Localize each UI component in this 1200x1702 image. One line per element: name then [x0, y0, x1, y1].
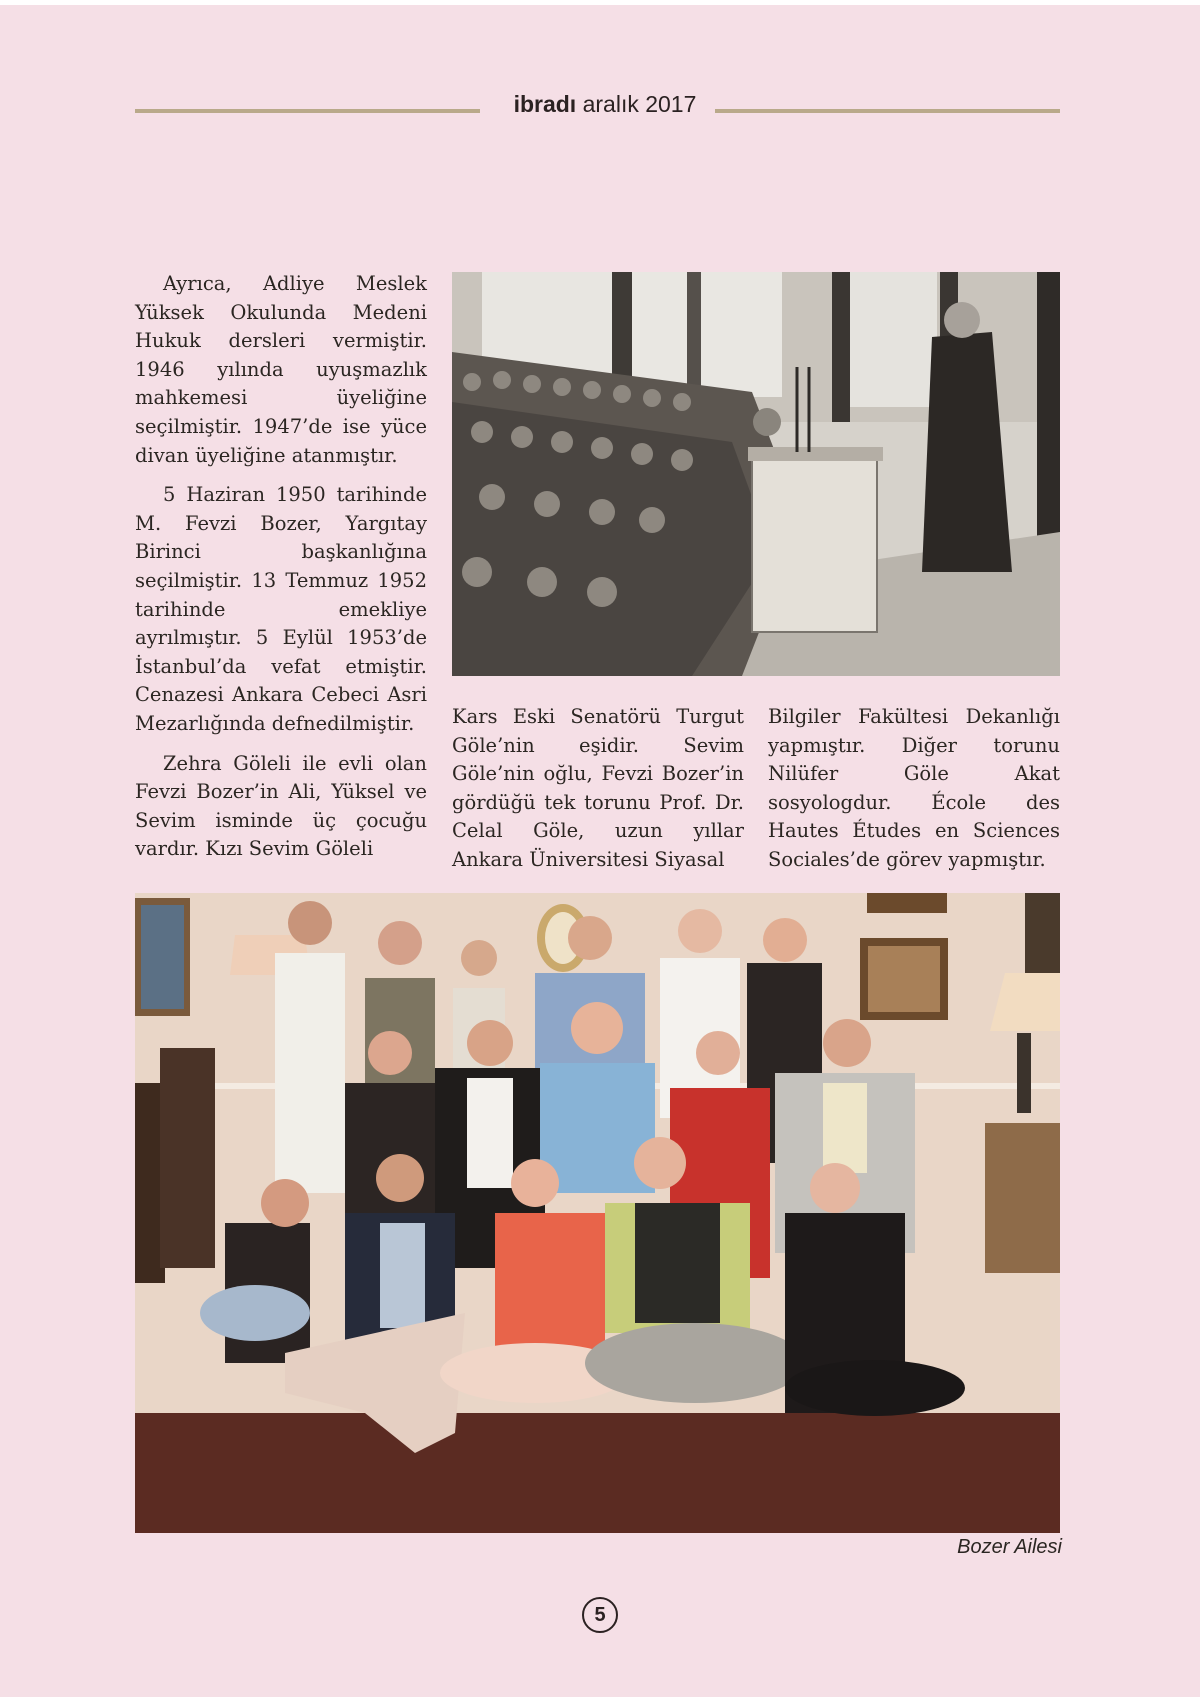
header-issue: aralık 2017	[582, 91, 697, 117]
right-text-column	[768, 703, 1060, 886]
magazine-page	[0, 5, 1200, 1697]
photo-caption: Bozer Ailesi	[957, 1536, 1062, 1558]
page-number: 5	[582, 1597, 618, 1633]
middle-paragraph: Kars Eski Senatörü Turgut Göle’nin eşidir. Sevim Göle’nin oğlu, Fevzi Bozer’in gördüğü tek torunu Prof. Dr. Celal Göle, uzun yıllar Ankara Üniversitesi Siyasal	[452, 705, 744, 871]
paragraph-2: 5 Haziran 1950 tarihinde M. Fevzi Bozer, Yargıtay Birinci başkanlığına seçilmiştir. 13 Temmuz 1952 tarihinde emekliye ayrılmıştır. 5 Eylül 1953’de İstanbul’da vefat etmiştir. Cenazesi Ankara Cebeci Asri Mezarlığında defnedilmiştir.	[135, 483, 427, 735]
header-rule-left	[135, 109, 480, 113]
header-title	[500, 91, 710, 118]
right-paragraph: Bilgiler Fakültesi Dekanlığı yapmıştır. Diğer torunu Nilüfer Göle Akat sosyologdur. École des Hautes Études en Sciences Sociales’de görev yapmıştır.	[768, 705, 1060, 871]
family-photo-illustration	[135, 893, 1060, 1533]
left-text-column	[135, 270, 427, 875]
family-photo	[135, 893, 1060, 1533]
header-rule-right	[715, 109, 1060, 113]
paragraph-1: Ayrıca, Adliye Meslek Yüksek Okulunda Medeni Hukuk dersleri vermiştir. 1946 yılında uyuşmazlık mahkemesi üyeliğine seçilmiştir. 1947’de ise yüce divan üyeliğine atanmıştır.	[135, 272, 427, 467]
courtroom-photo-illustration	[452, 272, 1060, 676]
paragraph-3: Zehra Göleli ile evli olan Fevzi Bozer’in Ali, Yüksel ve Sevim isminde üç çocuğu vardır. Kızı Sevim Göleli	[135, 751, 427, 861]
header-brand: ibradı	[513, 91, 577, 117]
middle-text-column	[452, 703, 744, 886]
courtroom-photo	[452, 272, 1060, 676]
